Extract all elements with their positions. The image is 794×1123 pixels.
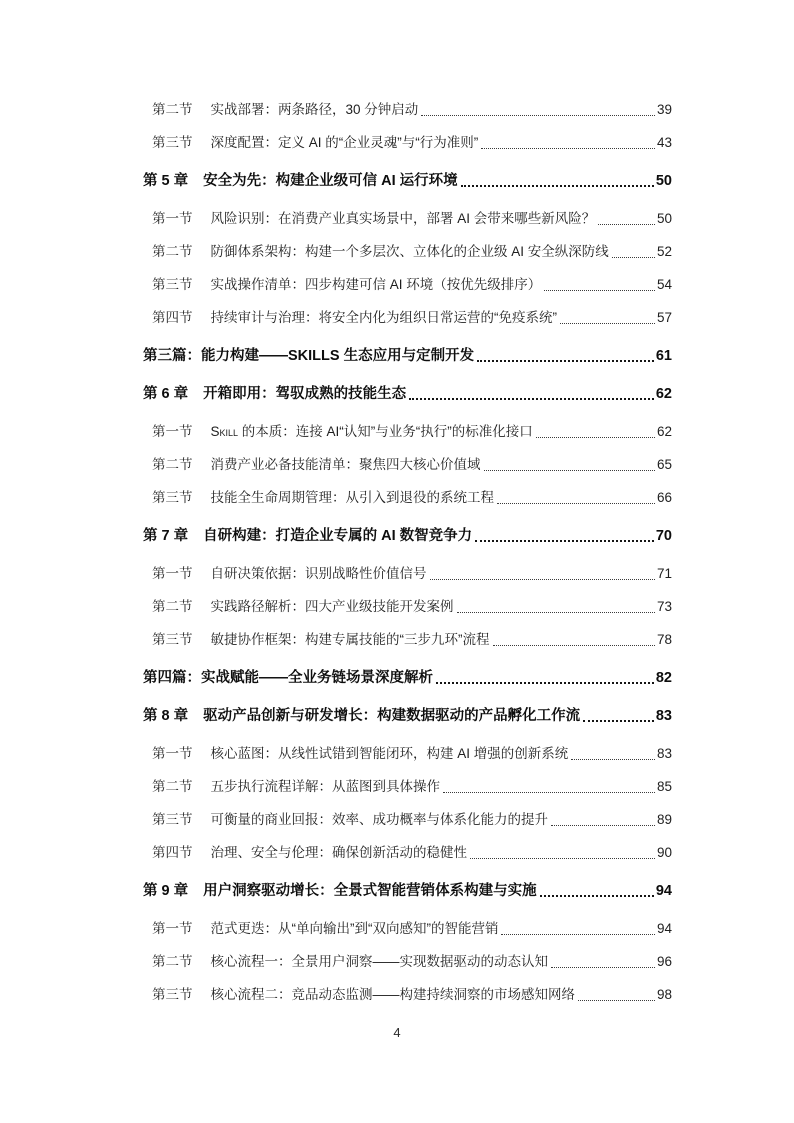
toc-entry-label: 第一节	[152, 921, 193, 936]
toc-entry-chapter[interactable]	[143, 384, 672, 404]
toc-entry-page: 71	[656, 566, 672, 581]
toc-entry-label: 第一节	[152, 566, 193, 581]
toc-dot-leader	[436, 682, 654, 684]
toc-entry-section[interactable]	[152, 843, 672, 863]
toc-entry-section[interactable]	[152, 952, 672, 972]
toc-entry-page: 90	[656, 845, 672, 860]
toc-entry-label: 第 5 章	[143, 173, 189, 189]
toc-entry-page: 89	[656, 812, 672, 827]
toc-entry-label: 第一节	[152, 424, 193, 439]
toc-entry-label: 第三节	[152, 812, 193, 827]
toc-entry-page: 62	[656, 424, 672, 439]
toc-entry-page: 82	[655, 670, 672, 686]
toc-entry-chapter[interactable]	[143, 526, 672, 546]
toc-dot-leader	[544, 290, 655, 291]
toc-dot-leader	[551, 825, 655, 826]
toc-dot-leader	[497, 503, 655, 504]
toc-entry-page: 83	[655, 708, 672, 724]
toc-dot-leader	[457, 612, 655, 613]
toc-dot-leader	[598, 224, 655, 225]
toc-entry-part[interactable]	[143, 668, 672, 688]
toc-entry-label: 第一节	[152, 211, 193, 226]
toc-entry-title: 防御体系架构：构建一个多层次、立体化的企业级 AI 安全纵深防线	[210, 244, 609, 259]
toc-entry-page: 62	[655, 386, 672, 402]
toc-entry-page: 70	[655, 528, 672, 544]
toc-dot-leader	[571, 759, 655, 760]
toc-dot-leader	[470, 858, 655, 859]
toc-entry-title: 核心蓝图：从线性试错到智能闭环，构建 AI 增强的创新系统	[210, 746, 569, 761]
toc-entry-section[interactable]	[152, 919, 672, 939]
toc-entry-label: 第二节	[152, 779, 193, 794]
toc-entry-page: 52	[656, 244, 672, 259]
toc-entry-chapter[interactable]	[143, 171, 672, 191]
toc-entry-page: 39	[656, 102, 672, 117]
toc-entry-title: 自研决策依据：识别战略性价值信号	[210, 566, 427, 581]
toc-entry-section[interactable]	[152, 275, 672, 295]
toc-entry-title: 持续审计与治理：将安全内化为组织日常运营的“免疫系统”	[210, 310, 557, 325]
toc-entry-section[interactable]	[152, 133, 672, 153]
toc-entry-label: 第四节	[152, 310, 193, 325]
toc-entry-chapter[interactable]	[143, 706, 672, 726]
toc-entry-title: 核心流程二：竞品动态监测——构建持续洞察的市场感知网络	[210, 987, 575, 1002]
toc-dot-leader	[484, 470, 655, 471]
toc-entry-page: 43	[656, 135, 672, 150]
toc-dot-leader	[536, 437, 655, 438]
toc-entry-label: 第二节	[152, 457, 193, 472]
toc-entry-section[interactable]	[152, 209, 672, 229]
toc-dot-leader	[421, 115, 655, 116]
toc-entry-title: 自研构建：打造企业专属的 AI 数智竞争力	[203, 528, 473, 544]
toc-entry-label: 第三节	[152, 632, 193, 647]
toc-entry-title: 第四篇：实战赋能——全业务链场景深度解析	[143, 670, 433, 686]
toc-entry-label: 第二节	[152, 244, 193, 259]
toc-entry-title: 用户洞察驱动增长：全景式智能营销体系构建与实施	[203, 883, 537, 899]
toc-entry-section[interactable]	[152, 744, 672, 764]
page-number: 4	[393, 1025, 401, 1040]
toc-entry-section[interactable]	[152, 488, 672, 508]
toc-dot-leader	[430, 579, 655, 580]
toc-entry-page: 54	[656, 277, 672, 292]
toc-entry-title: 第三篇：能力构建——SKILLS 生态应用与定制开发	[143, 348, 475, 364]
toc-entry-label: 第二节	[152, 954, 193, 969]
toc-entry-label: 第三节	[152, 490, 193, 505]
toc-entry-section[interactable]	[152, 564, 672, 584]
toc-entry-label: 第 8 章	[143, 708, 189, 724]
toc-entry-section[interactable]	[152, 597, 672, 617]
toc-entry-page: 78	[656, 632, 672, 647]
toc-dot-leader	[501, 934, 654, 935]
toc-entry-title: 实战部署：两条路径，30 分钟启动	[210, 102, 419, 117]
toc-entry-section[interactable]	[152, 422, 672, 442]
toc-dot-leader	[560, 323, 655, 324]
toc-entry-page: 50	[656, 211, 672, 226]
toc-entry-title: 风险识别：在消费产业真实场景中，部署 AI 会带来哪些新风险？	[210, 211, 596, 226]
toc-dot-leader	[612, 257, 655, 258]
toc-entry-section[interactable]	[152, 242, 672, 262]
toc-entry-page: 85	[656, 779, 672, 794]
toc-entry-title: 安全为先：构建企业级可信 AI 运行环境	[203, 173, 458, 189]
toc-entry-title: 核心流程一：全景用户洞察——实现数据驱动的动态认知	[210, 954, 548, 969]
toc-dot-leader	[583, 720, 654, 722]
toc-entry-page: 96	[656, 954, 672, 969]
toc-entry-title: 驱动产品创新与研发增长：构建数据驱动的产品孵化工作流	[203, 708, 581, 724]
toc-entry-page: 57	[656, 310, 672, 325]
toc-entry-label: 第 6 章	[143, 386, 189, 402]
toc-entry-part[interactable]	[143, 346, 672, 366]
toc-entry-title: 治理、安全与伦理：确保创新活动的稳健性	[210, 845, 467, 860]
toc-dot-leader	[443, 792, 655, 793]
toc-entry-label: 第 9 章	[143, 883, 189, 899]
toc-entry-title: 开箱即用：驾驭成熟的技能生态	[203, 386, 407, 402]
toc-entry-title: 范式更迭：从“单向输出”到“双向感知”的智能营销	[210, 921, 499, 936]
toc-entry-title: 可衡量的商业回报：效率、成功概率与体系化能力的提升	[210, 812, 548, 827]
toc-entry-label: 第四节	[152, 845, 193, 860]
toc-entry-page: 66	[656, 490, 672, 505]
toc-entry-label: 第二节	[152, 599, 193, 614]
toc-dot-leader	[461, 185, 654, 187]
toc-entry-page: 65	[656, 457, 672, 472]
toc-entry-title: 消费产业必备技能清单：聚焦四大核心价值域	[210, 457, 481, 472]
toc-entry-title: 技能全生命周期管理：从引入到退役的系统工程	[210, 490, 494, 505]
toc-entry-page: 73	[656, 599, 672, 614]
toc-entry-title: 实战操作清单：四步构建可信 AI 环境（按优先级排序）	[210, 277, 542, 292]
toc-entry-title: 实践路径解析：四大产业级技能开发案例	[210, 599, 454, 614]
toc-entry-section[interactable]	[152, 455, 672, 475]
toc-dot-leader	[578, 1000, 655, 1001]
toc-dot-leader	[477, 360, 654, 362]
toc-entry-page: 94	[656, 921, 672, 936]
toc-dot-leader	[475, 540, 654, 542]
toc-entry-page: 94	[655, 883, 672, 899]
toc-dot-leader	[540, 895, 654, 897]
toc-entry-page: 61	[655, 348, 672, 364]
toc-entry-section[interactable]	[152, 985, 672, 1005]
toc-entry-section[interactable]	[152, 308, 672, 328]
toc-entry-section[interactable]	[152, 630, 672, 650]
toc-entry-title: 敏捷协作框架：构建专属技能的“三步九环”流程	[210, 632, 490, 647]
toc-dot-leader	[409, 398, 654, 400]
toc-entry-section[interactable]	[152, 100, 672, 120]
toc-entry-label: 第三节	[152, 277, 193, 292]
toc-entry-page: 83	[656, 746, 672, 761]
toc-entry-page: 50	[655, 173, 672, 189]
toc-entry-page: 98	[656, 987, 672, 1002]
toc-entry-title: 深度配置：定义 AI 的“企业灵魂”与“行为准则”	[210, 135, 479, 150]
toc-entry-title: Skill 的本质：连接 AI“认知”与业务“执行”的标准化接口	[210, 424, 533, 439]
toc-entry-label: 第一节	[152, 746, 193, 761]
toc-entry-label: 第三节	[152, 135, 193, 150]
toc-dot-leader	[551, 967, 655, 968]
toc-entry-section[interactable]	[152, 810, 672, 830]
toc-entry-label: 第三节	[152, 987, 193, 1002]
toc-entry-section[interactable]	[152, 777, 672, 797]
toc-entry-title: 五步执行流程详解：从蓝图到具体操作	[210, 779, 440, 794]
toc-entry-label: 第 7 章	[143, 528, 189, 544]
toc-entry-label: 第二节	[152, 102, 193, 117]
toc-entry-chapter[interactable]	[143, 881, 672, 901]
toc-dot-leader	[493, 645, 655, 646]
toc-dot-leader	[481, 148, 655, 149]
